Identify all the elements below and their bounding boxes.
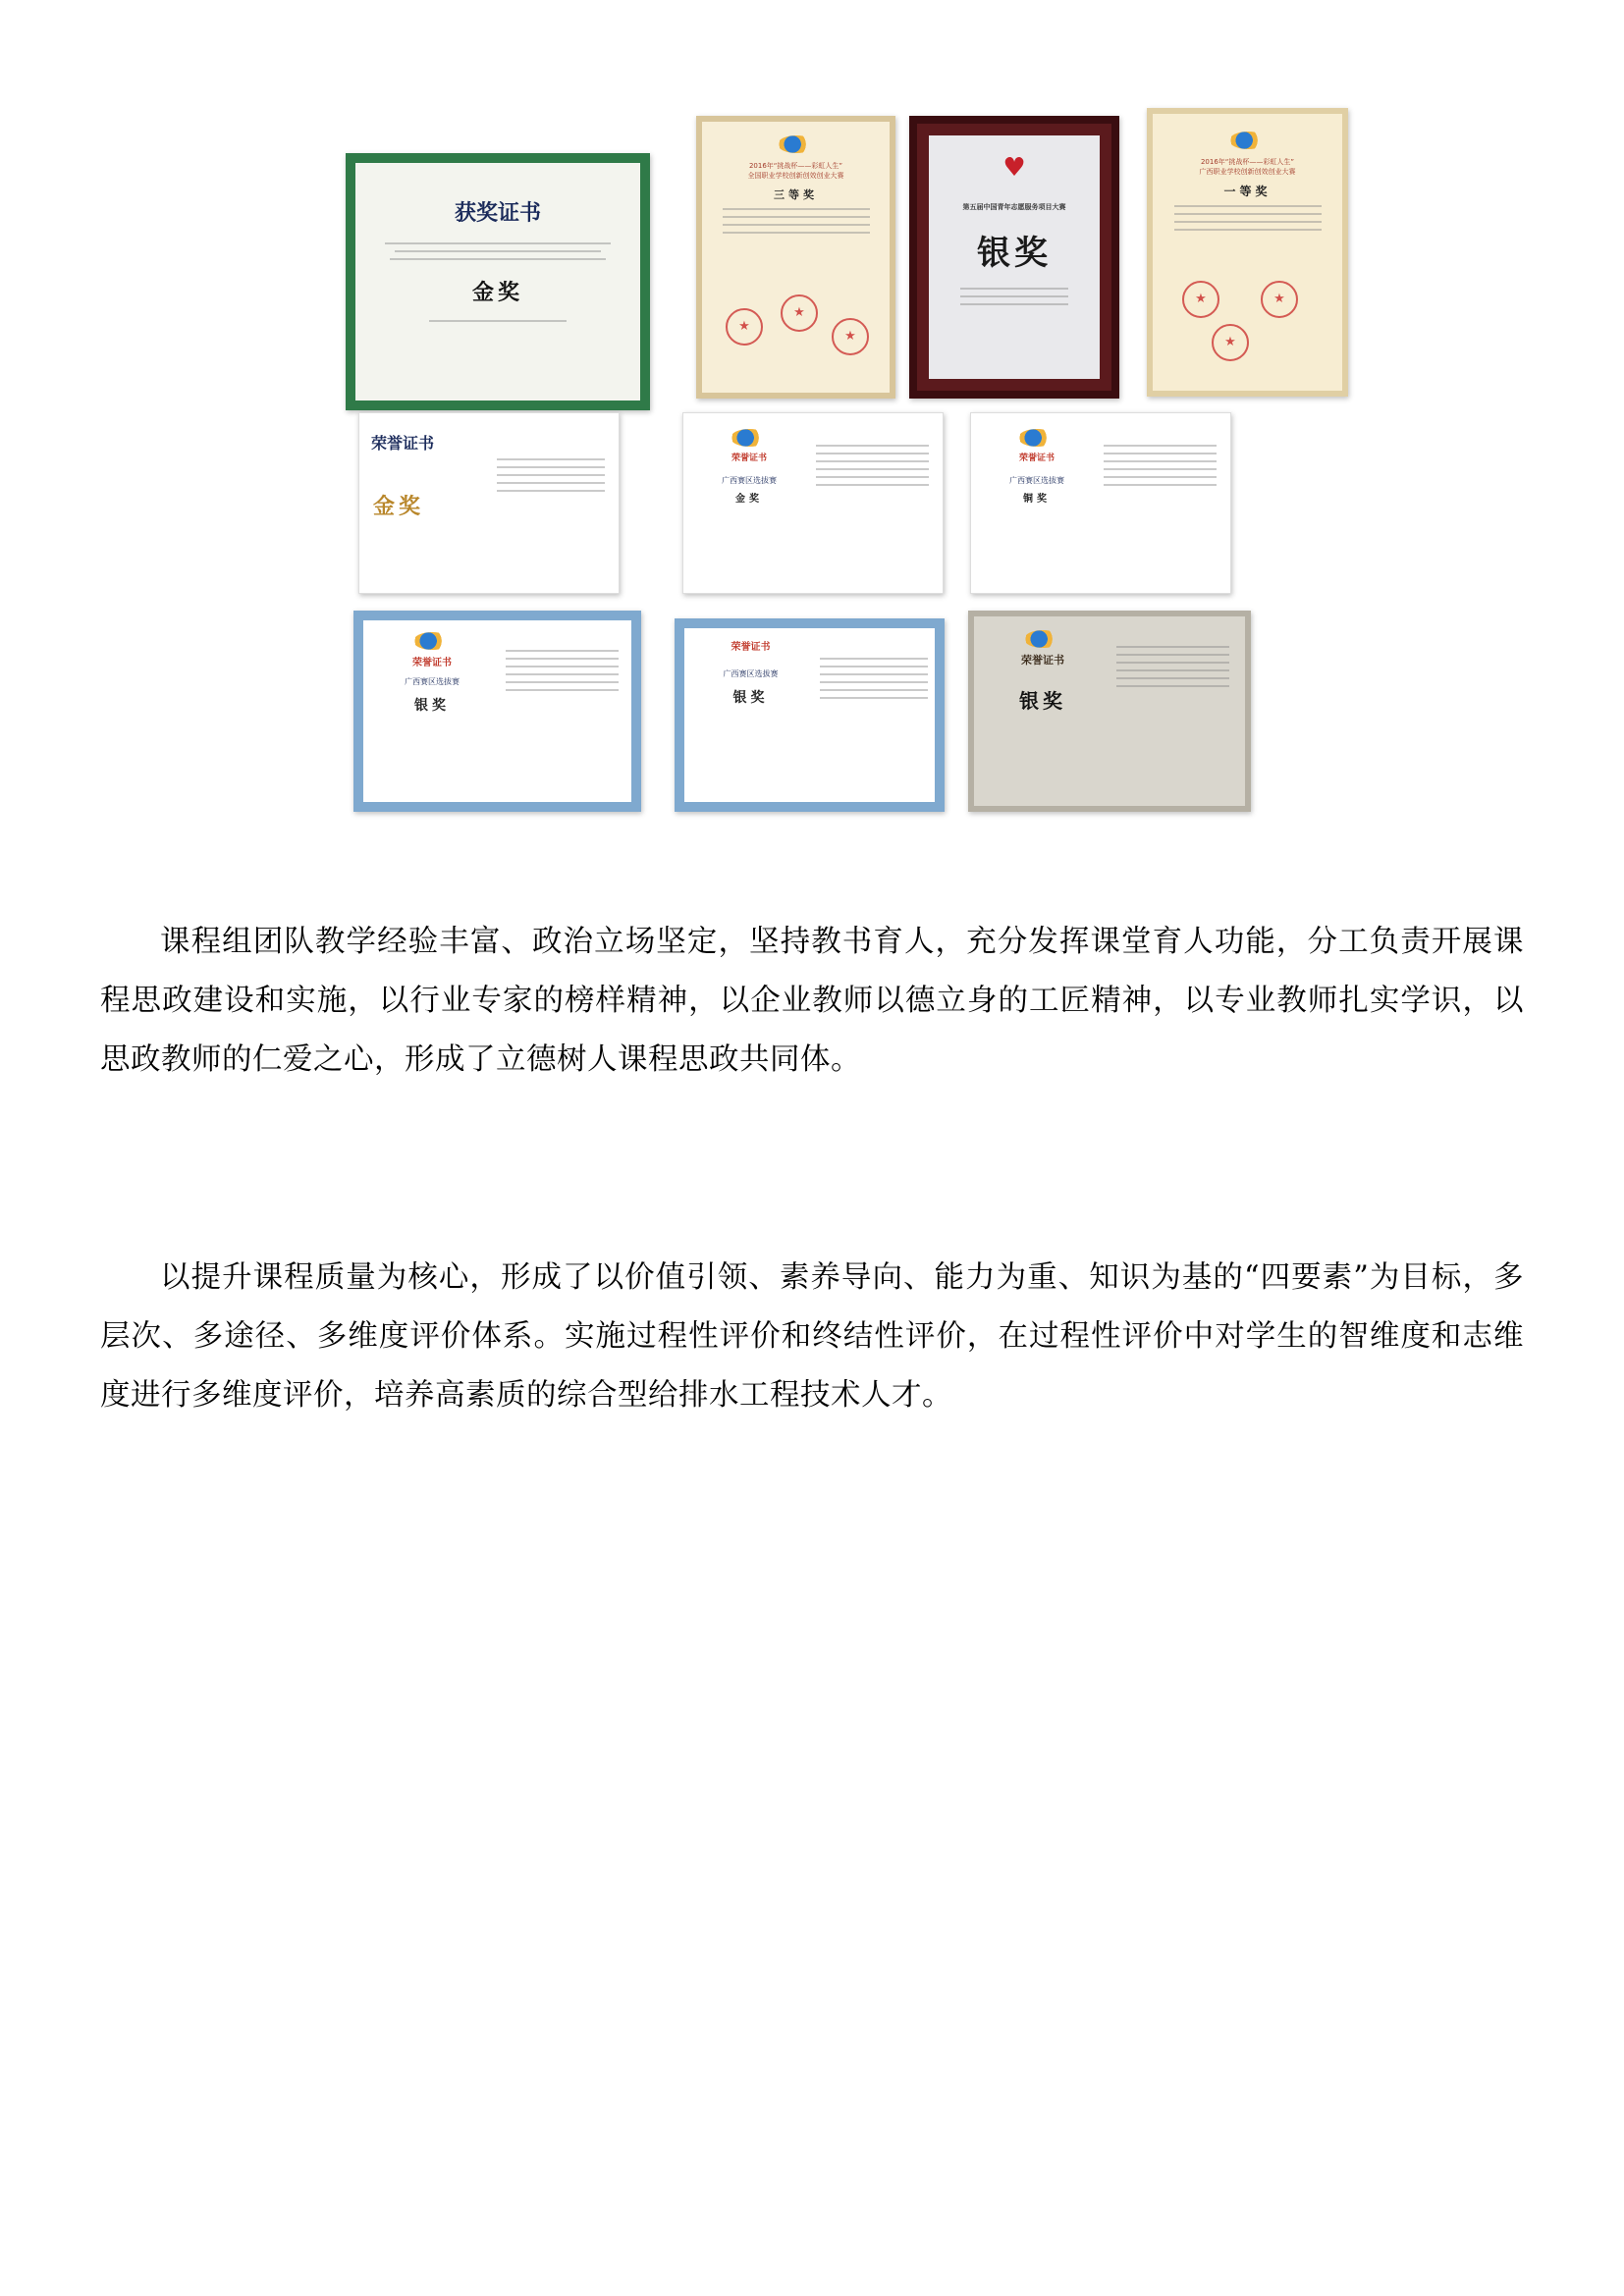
certificate-award: 铜奖 — [1023, 494, 1051, 505]
certificate-award: 金奖 — [471, 280, 523, 305]
certificate-silver-award-blue-border — [353, 611, 641, 812]
certificate-gold-award-regional — [682, 412, 944, 594]
certificate-award: 金奖 — [373, 494, 425, 519]
red-seal-icon — [1182, 281, 1219, 318]
certificate-first-prize — [1147, 108, 1348, 397]
certificate-region: 广西赛区选拔赛 — [722, 476, 777, 485]
certificate-award: 金奖 — [735, 494, 763, 505]
red-seal-icon — [781, 294, 818, 332]
contest-logo-icon — [1024, 630, 1061, 648]
contest-logo-icon — [731, 429, 768, 447]
certificate-award: 银奖 — [732, 690, 769, 706]
heart-logo-icon: ♥ — [1002, 153, 1026, 183]
certificate-gold-award-green — [346, 153, 650, 410]
certificate-title: 荣誉证书 — [371, 434, 435, 453]
contest-logo-icon — [413, 632, 451, 650]
certificate-bronze-award-regional — [970, 412, 1231, 594]
certificate-silver-award-framed — [909, 116, 1119, 399]
certificate-region: 广西赛区选拔赛 — [405, 677, 460, 686]
certificate-award: 银奖 — [414, 698, 450, 714]
body-paragraph: 以提升课程质量为核心，形成了以价值引领、素养导向、能力为重、知识为基的“四要素”为目标，多层次、多途径、多维度评价体系。实施过程性评价和终结性评价，在过程性评价中对学生的智维度和志维度进行多维度评价，培养高素质的综合型给排水工程技术人才。 — [100, 1260, 1524, 1413]
certificate-title: 第五届中国青年志愿服务项目大赛 — [962, 203, 1066, 211]
red-seal-icon — [726, 308, 763, 346]
certificate-award: 银奖 — [977, 234, 1052, 273]
certificate-subtitle: 广西职业学校创新创效创业大赛 — [1199, 168, 1296, 176]
certificate-silver-award-blue-border — [675, 618, 945, 812]
certificate-title: 荣誉证书 — [731, 642, 771, 653]
contest-logo-icon — [1018, 429, 1056, 447]
certificate-award: 银奖 — [1019, 689, 1066, 713]
certificate-title: 荣誉证书 — [1021, 654, 1064, 667]
certificate-third-prize — [696, 116, 895, 399]
certificate-title: 2016年“挑战杯——彩虹人生” — [748, 162, 843, 170]
certificate-gold-award-blue — [358, 412, 620, 594]
contest-logo-icon — [778, 135, 815, 153]
certificate-title: 荣誉证书 — [731, 454, 767, 463]
certificate-title: 2016年“挑战杯——彩虹人生” — [1200, 158, 1295, 166]
certificate-title: 荣誉证书 — [1018, 454, 1055, 463]
certificate-award: 一等奖 — [1223, 185, 1272, 198]
certificate-subtitle: 全国职业学校创新创效创业大赛 — [747, 172, 844, 180]
red-seal-icon — [1261, 281, 1298, 318]
body-paragraph: 课程组团队教学经验丰富、政治立场坚定，坚持教书育人，充分发挥课堂育人功能，分工负责开展课程思政建设和实施，以行业专家的榜样精神，以企业教师以德立身的工匠精神，以专业教师扎实学识，以思政教师的仁爱之心，形成了立德树人课程思政共同体。 — [100, 925, 1524, 1077]
red-seal-icon — [832, 318, 869, 355]
red-seal-icon — [1212, 324, 1249, 361]
certificate-award: 三等奖 — [774, 188, 818, 201]
certificate-title: 荣誉证书 — [412, 658, 452, 668]
certificate-silver-award-grey — [968, 611, 1251, 812]
certificate-title: 获奖证书 — [454, 201, 541, 226]
certificate-region: 广西赛区选拔赛 — [723, 669, 779, 678]
certificate-region: 广西赛区选拔赛 — [1009, 476, 1064, 485]
contest-logo-icon — [1229, 132, 1267, 149]
